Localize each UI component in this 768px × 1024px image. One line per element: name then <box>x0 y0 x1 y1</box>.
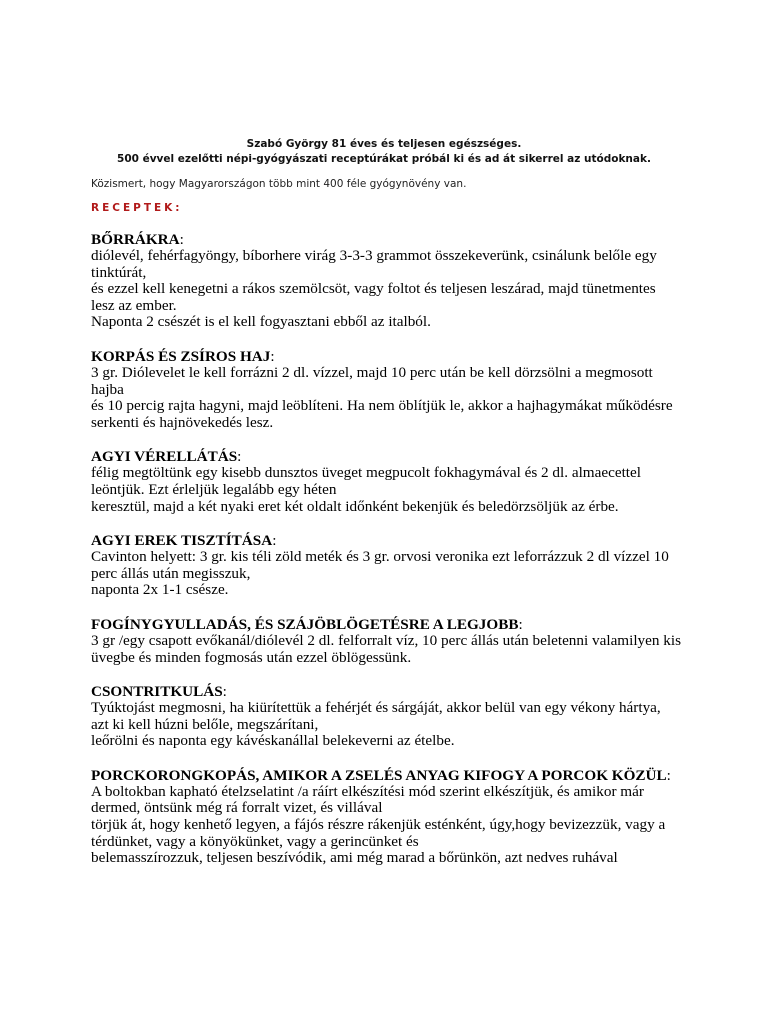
recipe-text-line: diólevél, fehérfagyöngy, bíborhere virág 3-3-3 grammot összekeverünk, csinálunk belőle egy tinktúrát, <box>91 247 657 281</box>
header-line-2: 500 évvel ezelőtti népi-gyógyászati receptúrákat próbál ki és ad át sikerrel az utódoknak. <box>117 153 651 165</box>
recipe-text-line: törjük át, hogy kenhető legyen, a fájós részre rákenjük esténként, úgy,hogy bevizezzük, vagy a térdünket, vagy a könyökünket, vagy a gerincünket és <box>91 816 666 850</box>
recipe-title: AGYI VÉRELLÁTÁS: <box>91 448 242 466</box>
recipe-text-line: és ezzel kell kenegetni a rákos szemölcsöt, vagy foltot és teljesen leszárad, majd tünetmentes lesz az ember. <box>91 280 656 314</box>
recipe-title: PORCKORONGKOPÁS, AMIKOR A ZSELÉS ANYAG KIFOGY A PORCOK KÖZÜL: <box>91 766 671 784</box>
header-line-1: Szabó György 81 éves és teljesen egészséges. <box>246 138 522 150</box>
recipe-text-line: Tyúktojást megmosni, ha kiürítettük a fehérjét és sárgáját, akkor belül van egy vékony hártya, azt ki kell húzni belőle, megszárítani, <box>91 699 661 733</box>
recipe-title: BŐRRÁKRA: <box>91 231 184 248</box>
recipe-item <box>91 448 681 515</box>
recipe-title: AGYI EREK TISZTÍTÁSA: <box>91 532 277 550</box>
recipe-text-line: Naponta 2 csészét is el kell fogyasztani ebből az italból. <box>91 313 431 331</box>
recipe-item <box>91 231 681 331</box>
recipe-text-line: félig megtöltünk egy kisebb dunsztos üveget megpucolt fokhagymával és 2 dl. almaecettel leöntjük. Ezt érleljük legalább egy héten <box>91 464 641 498</box>
recipe-list <box>91 231 681 884</box>
recipe-item <box>91 616 681 666</box>
recipe-text-line: 3 gr /egy csapott evőkanál/diólevél 2 dl. felforralt víz, 10 perc állás után beletenni valamilyen kis <box>91 631 682 649</box>
document-header <box>0 137 768 167</box>
recipe-text-line: keresztül, majd a két nyaki eret két oldalt időnként bekenjük és beledörzsöljük az érbe. <box>91 497 619 515</box>
recipe-text-line: A boltokban kapható ételzselatint /a ráírt elkészítési mód szerint elkészítjük, és amikor már dermed, öntsünk még rá forralt vizet, és villával <box>91 782 644 817</box>
recipe-text-line: és 10 percig rajta hagyni, majd leöblíteni. Ha nem öblítjük le, akkor a hajhagymákat működésre serkenti és hajnövekedés lesz. <box>91 397 673 431</box>
intro-text: Közismert, hogy Magyarországon több mint 400 féle gyógynövény van. <box>91 178 467 190</box>
recipe-title: KORPÁS ÉS ZSÍROS HAJ: <box>91 347 275 365</box>
recipe-text-line: üvegbe és minden fogmosás után ezzel öblögessünk. <box>91 648 412 666</box>
recipe-title: CSONTRITKULÁS: <box>91 683 227 701</box>
recipe-text-line: leőrölni és naponta egy kávéskanállal belekeverni az ételbe. <box>91 732 455 750</box>
recipe-text-line: belemasszírozzuk, teljesen beszívódik, ami még marad a bőrünkön, azt nedves ruhával <box>91 849 618 867</box>
recipe-text-line: naponta 2x 1-1 csésze. <box>91 581 229 599</box>
recipe-item <box>91 532 681 599</box>
recipe-item <box>91 767 681 867</box>
recipe-title: FOGÍNYGYULLADÁS, ÉS SZÁJÖBLÖGETÉSRE A LEGJOBB: <box>91 615 523 633</box>
recipe-text-line: 3 gr. Diólevelet le kell forrázni 2 dl. vízzel, majd 10 perc után be kell dörzsölni a megmosott hajba <box>91 363 653 398</box>
recipe-item <box>91 348 681 431</box>
section-label: RECEPTEK: <box>91 202 183 214</box>
recipe-text-line: Cavinton helyett: 3 gr. kis téli zöld meték és 3 gr. orvosi veronika ezt leforrázzuk 2 dl vízzel 10 perc állás után megisszuk, <box>91 548 669 582</box>
recipe-item <box>91 683 681 750</box>
